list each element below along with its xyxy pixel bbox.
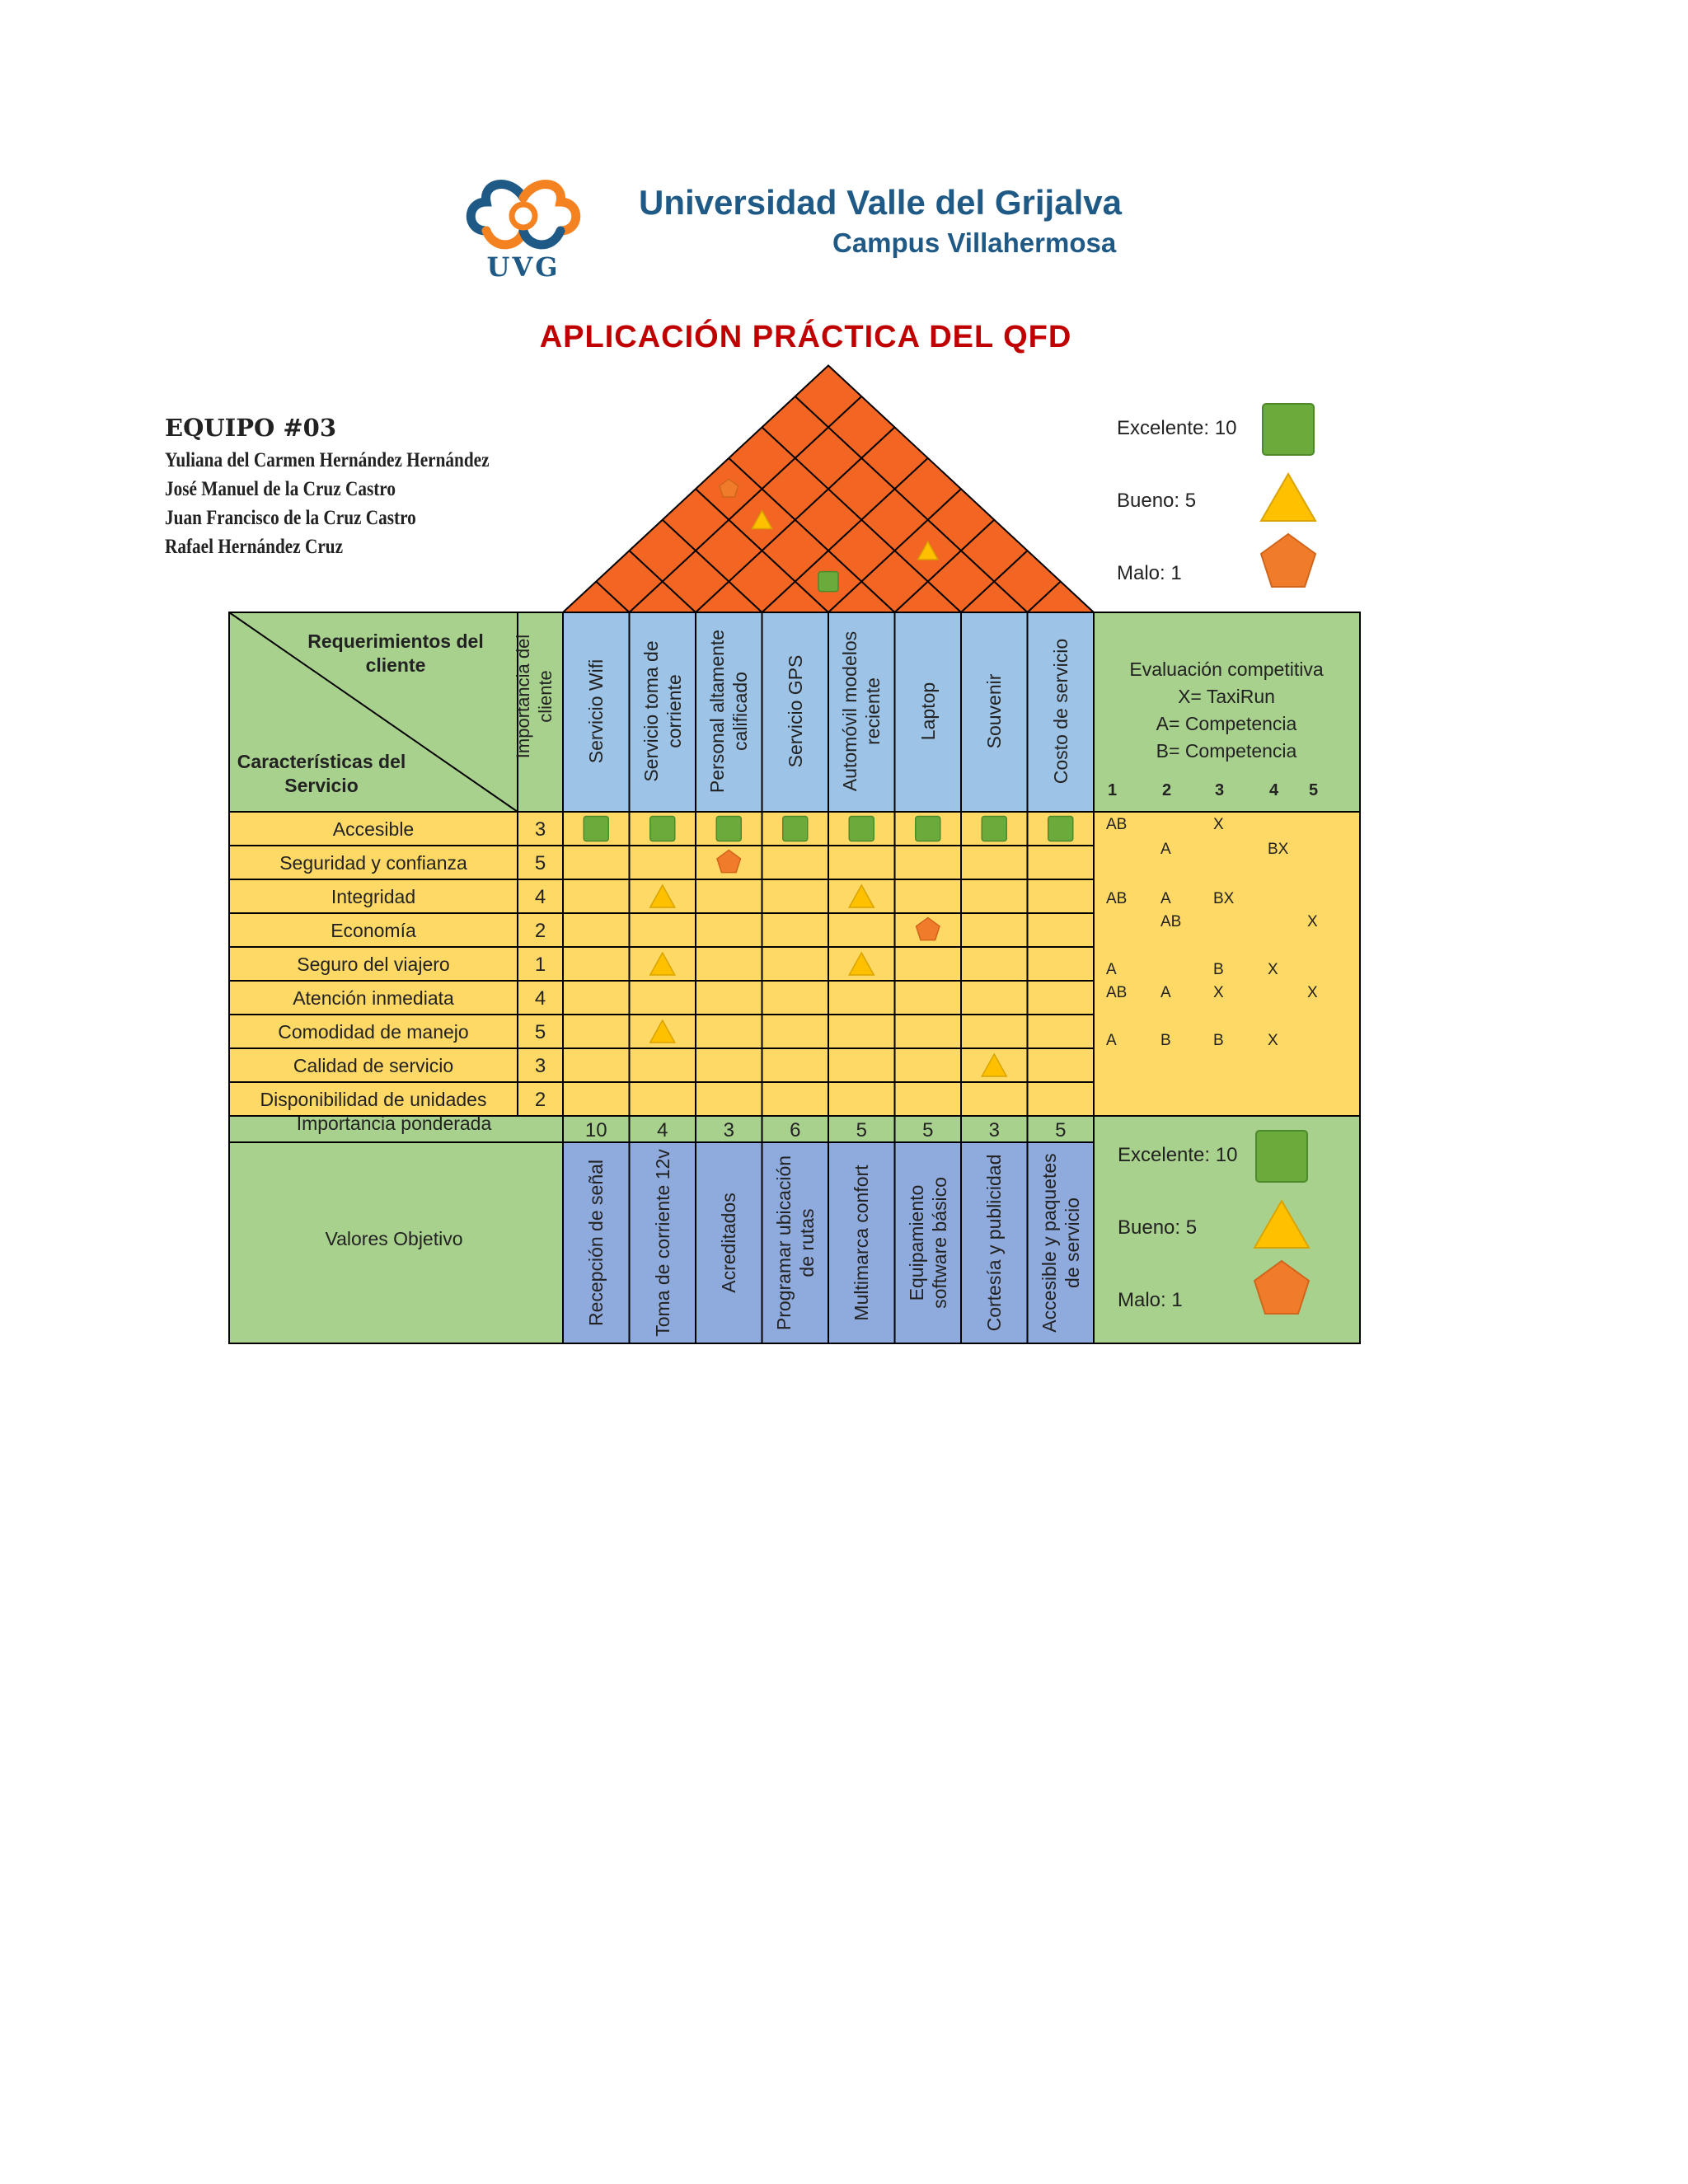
relationship-cell: [828, 981, 895, 1015]
correlation-roof: [563, 366, 1094, 612]
bottom-legend-pentagon-icon: [1254, 1261, 1309, 1314]
bottom-legend-bad-label: Malo: 1: [1118, 1289, 1183, 1311]
relationship-cell: [1028, 947, 1095, 981]
bottom-legend-excellent-label: Excelente: 10: [1118, 1144, 1238, 1166]
competitive-title: Evaluación competitiva: [1129, 658, 1324, 680]
university-name: Universidad Valle del Grijalva: [639, 183, 1122, 222]
team-member: Rafael Hernández Cruz: [165, 536, 344, 558]
relationship-square-icon: [650, 817, 675, 841]
relationship-cell: [961, 913, 1028, 947]
bottom-legend-square-icon: [1256, 1131, 1307, 1182]
target-value: Accesible y paquetes de servicio: [1038, 1153, 1083, 1333]
competitive-mark: AB: [1106, 984, 1128, 1001]
relationship-cell: [696, 1015, 762, 1048]
weighted-value: 5: [922, 1119, 934, 1141]
team-name: EQUIPO #03: [165, 414, 337, 442]
competitive-mark: AB: [1160, 913, 1182, 930]
target-value: Cortesía y publicidad: [983, 1154, 1006, 1332]
target-value: Acreditados: [718, 1193, 740, 1293]
relationship-cell: [762, 913, 829, 947]
competitive-mark: AB: [1106, 816, 1128, 833]
relationship-square-icon: [783, 817, 808, 841]
competitive-mark: B: [1160, 1032, 1171, 1049]
legend-bad-label: Malo: 1: [1117, 562, 1182, 584]
competitive-mark: B: [1213, 1032, 1224, 1049]
relationship-cell: [630, 846, 696, 879]
relationship-cell: [1028, 1082, 1095, 1116]
characteristic-label: Calidad de servicio: [293, 1055, 454, 1076]
relationship-cell: [961, 846, 1028, 879]
relationship-cell: [961, 1082, 1028, 1116]
relationship-cell: [762, 846, 829, 879]
relationship-square-icon: [982, 817, 1006, 841]
weighted-value: 3: [988, 1119, 1000, 1141]
competitive-mark: X: [1268, 961, 1278, 978]
target-value: Multimarca confort: [851, 1165, 873, 1321]
relationship-cell: [696, 1082, 762, 1116]
relationship-cell: [696, 947, 762, 981]
scale-tick: 1: [1108, 781, 1118, 799]
page-title: APLICACIÓN PRÁCTICA DEL QFD: [539, 320, 1072, 354]
relationship-square-icon: [1048, 817, 1073, 841]
relationship-cell: [630, 1082, 696, 1116]
weighted-value: 5: [856, 1119, 867, 1141]
relationship-cell: [563, 913, 630, 947]
relationship-cell: [961, 1015, 1028, 1048]
importance-value: 1: [534, 954, 546, 976]
relationship-cell: [762, 1015, 829, 1048]
relationship-cell: [563, 846, 630, 879]
importance-value: 4: [534, 987, 546, 1010]
relationship-cell: [696, 1048, 762, 1082]
relationship-cell: [895, 1082, 962, 1116]
characteristic-label: Comodidad de manejo: [278, 1021, 469, 1043]
scale-tick: 4: [1269, 781, 1279, 799]
relationship-cell: [630, 913, 696, 947]
importance-value: 5: [534, 1021, 546, 1043]
relationship-cell: [828, 846, 895, 879]
competitive-mark: B: [1213, 961, 1224, 978]
target-value: Equipamiento software básico: [905, 1177, 950, 1309]
weighted-value: 4: [657, 1119, 668, 1141]
importance-value: 3: [534, 818, 546, 841]
competitive-legend-x: X= TaxiRun: [1178, 686, 1275, 707]
relationship-cell: [1028, 913, 1095, 947]
competitive-mark: A: [1160, 984, 1171, 1001]
relationship-cell: [762, 1048, 829, 1082]
relationship-cell: [762, 1082, 829, 1116]
importance-value: 5: [534, 852, 546, 874]
competitive-mark: A: [1106, 1032, 1117, 1049]
team-member: Juan Francisco de la Cruz Castro: [165, 507, 416, 529]
requirement-header: Servicio toma de corriente: [640, 640, 685, 782]
requirement-header: Automóvil modelos reciente: [839, 630, 884, 792]
characteristic-label: Seguridad y confianza: [279, 852, 467, 874]
weighted-value: 6: [790, 1119, 801, 1141]
relationship-cell: [961, 947, 1028, 981]
bottom-legend-symbols: [1246, 1122, 1337, 1329]
corner-characteristics-label: Características del Servicio: [237, 751, 406, 796]
relationship-cell: [895, 1048, 962, 1082]
importance-value: 4: [534, 886, 546, 908]
relationship-cell: [563, 879, 630, 913]
scale-tick: 2: [1162, 781, 1172, 799]
competitive-mark: BX: [1268, 841, 1289, 858]
importance-value: 2: [534, 920, 546, 942]
bottom-legend-good-label: Bueno: 5: [1118, 1216, 1198, 1239]
characteristic-label: Atención inmediata: [293, 987, 454, 1009]
weighted-value: 3: [723, 1119, 734, 1141]
relationship-cell: [563, 1082, 630, 1116]
relationship-cell: [895, 879, 962, 913]
requirement-header: Costo de servicio: [1049, 638, 1071, 785]
requirement-header: Laptop: [917, 682, 939, 741]
relationship-cell: [1028, 1015, 1095, 1048]
requirement-header: Souvenir: [983, 673, 1006, 749]
relationship-cell: [961, 879, 1028, 913]
relationship-cell: [762, 879, 829, 913]
relationship-cell: [895, 981, 962, 1015]
target-value: Programar ubicación de rutas: [772, 1155, 818, 1331]
relationship-cell: [563, 947, 630, 981]
relationship-cell: [828, 1048, 895, 1082]
competitive-mark: X: [1307, 984, 1318, 1001]
relationship-cell: [828, 1082, 895, 1116]
weighted-value: 5: [1055, 1119, 1067, 1141]
weighted-value: 10: [584, 1119, 607, 1141]
characteristic-label: Integridad: [331, 886, 416, 907]
relationship-cell: [696, 879, 762, 913]
competitive-legend-a: A= Competencia: [1156, 713, 1297, 734]
relationship-square-icon: [716, 817, 741, 841]
requirement-header: Servicio Wifi: [585, 658, 607, 764]
relationship-cell: [1028, 1048, 1095, 1082]
relationship-cell: [630, 1048, 696, 1082]
characteristic-label: Economía: [331, 920, 416, 941]
importance-value: 2: [534, 1089, 546, 1111]
competitive-mark: A: [1160, 890, 1171, 907]
relationship-cell: [895, 846, 962, 879]
competitive-mark: A: [1106, 961, 1117, 978]
corner-requirements-label: Requerimientos del cliente: [307, 630, 484, 676]
relationship-cell: [1028, 981, 1095, 1015]
relationship-cell: [762, 981, 829, 1015]
relationship-cell: [696, 981, 762, 1015]
competitive-mark: X: [1213, 816, 1224, 833]
relationship-cell: [961, 981, 1028, 1015]
relationship-cell: [1028, 846, 1095, 879]
scale-tick: 3: [1215, 781, 1225, 799]
target-value: Toma de corriente 12v: [651, 1149, 673, 1337]
competitive-header: [1095, 656, 1358, 765]
characteristic-label: Accesible: [332, 818, 415, 840]
characteristic-label: Disponibilidad de unidades: [260, 1089, 487, 1110]
competitive-legend-b: B= Competencia: [1156, 740, 1297, 762]
bottom-legend-triangle-icon: [1254, 1201, 1309, 1248]
relationship-cell: [563, 981, 630, 1015]
competitive-mark: AB: [1106, 890, 1128, 907]
relationship-cell: [895, 947, 962, 981]
relationship-cell: [630, 981, 696, 1015]
competitive-mark: BX: [1213, 890, 1235, 907]
requirement-header: Personal altamente calificado: [706, 629, 752, 794]
team-member: José Manuel de la Cruz Castro: [165, 478, 396, 500]
relationship-square-icon: [849, 817, 874, 841]
target-label: Valores Objetivo: [325, 1228, 463, 1249]
scale-tick: 5: [1309, 781, 1319, 799]
logo-text: UVG: [486, 251, 560, 280]
campus-name: Campus Villahermosa: [832, 227, 1117, 258]
relationship-cell: [828, 1015, 895, 1048]
competitive-mark: X: [1213, 984, 1224, 1001]
relationship-cell: [895, 1015, 962, 1048]
legend-good-label: Bueno: 5: [1117, 490, 1197, 512]
weighted-label: Importancia ponderada: [296, 1113, 492, 1134]
relationship-cell: [828, 913, 895, 947]
relationship-cell: [563, 1015, 630, 1048]
requirement-header: Servicio GPS: [784, 654, 806, 768]
importance-header: Importancia del cliente: [513, 634, 556, 759]
relationship-square-icon: [916, 817, 940, 841]
characteristic-label: Seguro del viajero: [297, 954, 450, 975]
relationship-cell: [762, 947, 829, 981]
competitive-mark: A: [1160, 841, 1171, 858]
target-value: Recepción de señal: [585, 1159, 607, 1327]
relationship-square-icon: [584, 817, 608, 841]
team-member: Yuliana del Carmen Hernández Hernández: [165, 449, 490, 471]
competitive-mark: X: [1307, 913, 1318, 930]
importance-value: 3: [534, 1055, 546, 1077]
relationship-cell: [696, 913, 762, 947]
relationship-cell: [1028, 879, 1095, 913]
roof-square-icon: [818, 572, 838, 592]
competitive-body: [1094, 812, 1360, 1116]
competitive-mark: X: [1268, 1032, 1278, 1049]
relationship-cell: [563, 1048, 630, 1082]
legend-excellent-label: Excelente: 10: [1117, 417, 1237, 439]
